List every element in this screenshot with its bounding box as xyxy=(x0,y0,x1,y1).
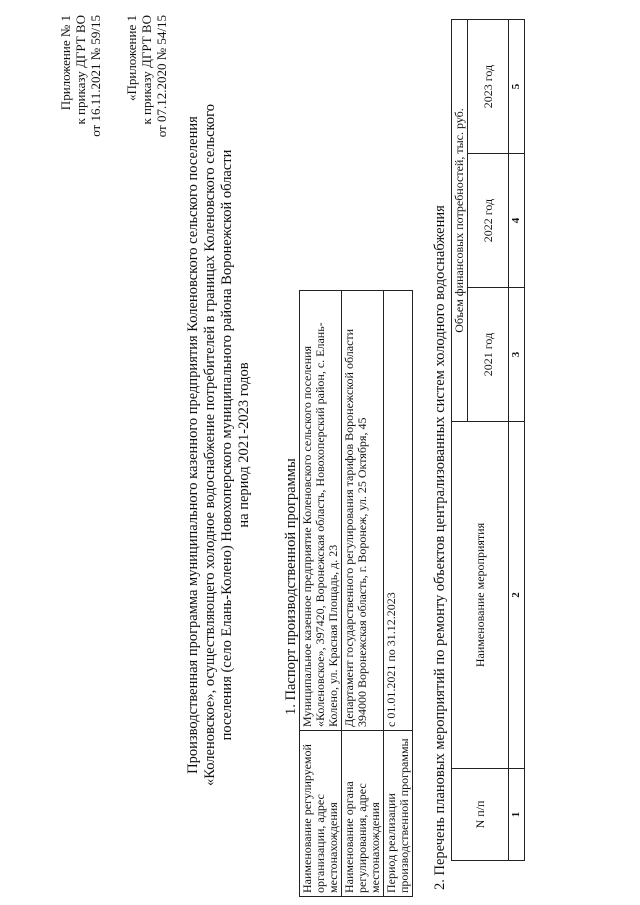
col-header-year: 2022 год xyxy=(468,154,509,288)
appendix-current-line3: от 16.11.2021 № 59/15 xyxy=(88,15,103,137)
table-row xyxy=(509,20,525,861)
appendix-previous-line3: от 07.12.2020 № 54/15 xyxy=(154,15,169,138)
appendix-current xyxy=(58,15,103,137)
passport-table xyxy=(299,290,413,897)
col-header-year: 2023 год xyxy=(468,20,509,154)
appendix-previous xyxy=(124,15,169,137)
section2-heading: 2. Перечень плановых мероприятий по ремонту объектов централизованных систем холодного водоснабжения xyxy=(432,205,448,890)
plan-table xyxy=(451,19,525,861)
document-title xyxy=(185,85,253,805)
col-number: 3 xyxy=(509,288,525,422)
col-header-no: N п/п xyxy=(452,769,509,861)
title-line2: «Коленовское», осуществляющего холодное водоснабжение потребителей в границах Коленовского сельского xyxy=(202,104,218,786)
title-line1: Производственная программа муниципального казенного предприятия Коленовского сельского поселения xyxy=(185,116,201,774)
table-header-row xyxy=(452,20,468,861)
col-number: 2 xyxy=(509,422,525,769)
appendix-previous-line1: «Приложение 1 xyxy=(124,15,139,102)
title-line3: поселения (село Елань-Колено) Новохоперского муниципального района Воронежской области xyxy=(219,149,235,741)
passport-value: с 01.01.2021 по 31.12.2023 xyxy=(384,291,413,731)
title-line4: на период 2021-2023 годов xyxy=(236,362,252,528)
section1-heading: 1. Паспорт производственной программы xyxy=(283,458,299,715)
col-header-amount: Объем финансовых потребностей, тыс. руб. xyxy=(452,20,468,422)
table-row xyxy=(342,291,384,897)
appendix-previous-line2: к приказу ДГРТ ВО xyxy=(139,15,154,125)
col-number: 1 xyxy=(509,769,525,861)
col-number: 4 xyxy=(509,154,525,288)
passport-key: Наименование регулируемой организации, адрес местонахождения xyxy=(300,731,342,897)
col-header-name: Наименование мероприятия xyxy=(452,422,509,769)
passport-value: Муниципальное казенное предприятие Коленовского сельского поселения «Коленовское», 397420, Воронежская область, Новохоперский район, с. Елань-Колено, ул. Красная Площадь, д. 23 xyxy=(300,291,342,731)
appendix-current-line2: к приказу ДГРТ ВО xyxy=(73,15,88,125)
col-header-year: 2021 год xyxy=(468,288,509,422)
passport-value: Департамент государственного регулирования тарифов Воронежской области 394000 Воронежская область, г. Воронеж, ул. 25 Октября, 45 xyxy=(342,291,384,731)
passport-key: Наименование органа регулирования, адрес местонахождения xyxy=(342,731,384,897)
appendix-current-line1: Приложение № 1 xyxy=(58,15,73,111)
passport-key: Период реализации производственной программы xyxy=(384,731,413,897)
col-number: 5 xyxy=(509,20,525,154)
table-row xyxy=(384,291,413,897)
table-row xyxy=(300,291,342,897)
